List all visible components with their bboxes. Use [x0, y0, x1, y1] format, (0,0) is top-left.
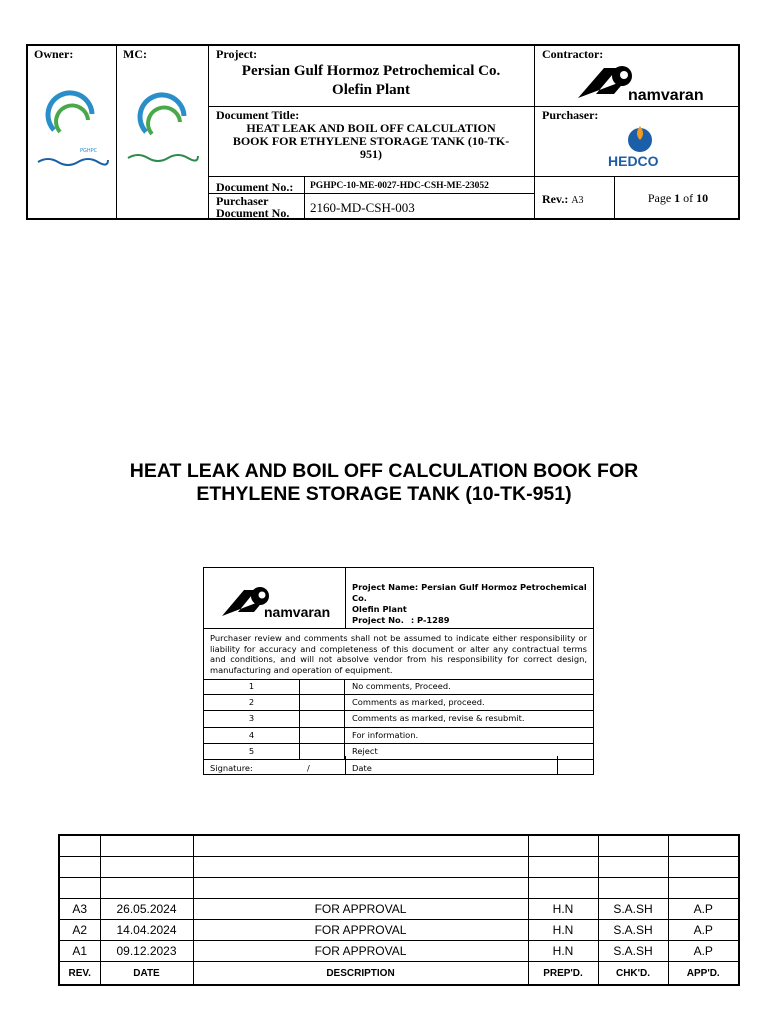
- stamp-project-name-value2: Olefin Plant: [352, 604, 407, 614]
- header-divider: [208, 106, 534, 107]
- revision-header-prepd: PREP'D.: [528, 962, 598, 986]
- svg-text:HEDCO: HEDCO: [608, 153, 659, 169]
- stamp-option-text: Reject: [352, 745, 378, 756]
- revision-cell: [193, 835, 528, 857]
- revision-cell-description: FOR APPROVAL: [193, 899, 528, 920]
- revision-cell: [528, 857, 598, 878]
- owner-logo: [34, 90, 112, 170]
- stamp-options: [204, 679, 593, 760]
- document-title-line3: 951): [360, 147, 382, 161]
- document-title: [210, 122, 532, 161]
- project-name: [210, 62, 532, 100]
- purchaser-doc-label-line2: Document No.: [216, 206, 290, 220]
- project-name-line2: Olefin Plant: [332, 82, 410, 98]
- revision-cell-chkd: S.A.SH: [598, 920, 668, 941]
- svg-text:namvaran: namvaran: [264, 604, 330, 620]
- revision-cell-prepd: H.N: [528, 920, 598, 941]
- project-name-line1: Persian Gulf Hormoz Petrochemical Co.: [241, 63, 501, 79]
- revision-cell: [528, 835, 598, 857]
- date-label: Date: [352, 763, 372, 773]
- page-current: 1: [674, 191, 681, 205]
- revision-cell: [528, 878, 598, 899]
- revision-cell-description: FOR APPROVAL: [193, 941, 528, 962]
- stamp-project-name-label: Project Name:: [352, 582, 419, 592]
- header-divider: [614, 176, 615, 218]
- revision-row-empty: [59, 835, 739, 857]
- revision-cell: [598, 878, 668, 899]
- stamp-option-row: [204, 728, 593, 744]
- revision-cell: [193, 857, 528, 878]
- revision-header-appd: APP'D.: [668, 962, 739, 986]
- stamp-option-checkbox[interactable]: [299, 728, 345, 743]
- document-no-value: PGHPC-10-ME-0027-HDC-CSH-ME-23052: [310, 181, 489, 191]
- revision-cell: [59, 835, 100, 857]
- stamp-option-text: Comments as marked, proceed.: [352, 697, 485, 708]
- purchaser-doc-label: [216, 195, 289, 219]
- revision-cell-appd: A.P: [668, 899, 739, 920]
- signature-slash: /: [307, 763, 310, 773]
- revision-header-date: DATE: [100, 962, 193, 986]
- page-total: 10: [696, 191, 709, 205]
- revision-row: [59, 920, 739, 941]
- svg-text:namvaran: namvaran: [628, 87, 704, 104]
- stamp-option-number: 5: [248, 745, 255, 756]
- revision-row-empty: [59, 878, 739, 899]
- revision-cell: [59, 878, 100, 899]
- revision-cell: [668, 878, 739, 899]
- stamp-option-number: 2: [248, 697, 255, 708]
- stamp-disclaimer: Purchaser review and comments shall not be assumed to indicate either responsibility or liability for accuracy and completeness of this document or alter any contractual terms and conditions, and will not absolve vendor from his responsibility for correct design, manufacturing and operation of equipment.: [210, 633, 587, 675]
- purchaser-logo: [606, 122, 686, 172]
- signature-label: Signature:: [210, 763, 253, 773]
- contractor-logo: [574, 64, 704, 104]
- revision-cell-prepd: H.N: [528, 899, 598, 920]
- stamp-option-text: No comments, Proceed.: [352, 681, 451, 691]
- revision-cell: [100, 878, 193, 899]
- document-title-line1: HEAT LEAK AND BOIL OFF CALCULATION: [246, 121, 496, 135]
- revision-row-empty: [59, 857, 739, 878]
- purchaser-doc-value: 2160-MD-CSH-003: [310, 200, 415, 215]
- stamp-divider: [345, 568, 346, 628]
- revision-cell: [100, 835, 193, 857]
- revision-header-rev: REV.: [59, 962, 100, 986]
- purchaser-label: Purchaser:: [542, 108, 599, 122]
- revision-cell: [100, 857, 193, 878]
- stamp-option-row: [204, 711, 593, 727]
- stamp-divider: [204, 628, 593, 629]
- mc-label: MC:: [123, 47, 147, 61]
- revision-cell-prepd: H.N: [528, 941, 598, 962]
- revision-cell-rev: A3: [59, 899, 100, 920]
- document-header: [26, 44, 740, 220]
- stamp-option-row: [204, 679, 593, 695]
- stamp-project-name-value: Persian Gulf Hormoz Petrochemical Co.: [352, 582, 587, 603]
- header-divider: [534, 106, 740, 107]
- revision-cell: [193, 878, 528, 899]
- review-stamp: [203, 567, 594, 775]
- purchaser-doc-label-line1: Purchaser: [216, 194, 269, 208]
- stamp-option-number: 4: [248, 729, 255, 740]
- revision-cell: [598, 857, 668, 878]
- stamp-project-no-label: Project No.: [352, 615, 404, 625]
- page-prefix: Page: [647, 191, 672, 205]
- stamp-option-checkbox[interactable]: [299, 695, 345, 710]
- stamp-option-number: 3: [248, 713, 255, 724]
- revision-cell-date: 26.05.2024: [100, 899, 193, 920]
- rev-value: A3: [571, 195, 584, 206]
- revision-header-row: [59, 962, 739, 986]
- stamp-option-number: 1: [248, 681, 255, 691]
- header-divider: [208, 176, 740, 177]
- revision-cell: [59, 857, 100, 878]
- revision-cell-rev: A1: [59, 941, 100, 962]
- revision-cell-date: 14.04.2024: [100, 920, 193, 941]
- page-of: of: [683, 191, 694, 205]
- revision-row: [59, 899, 739, 920]
- revision-header-description: DESCRIPTION: [193, 962, 528, 986]
- revision-cell-description: FOR APPROVAL: [193, 920, 528, 941]
- revision-cell: [598, 835, 668, 857]
- revision-cell: [668, 857, 739, 878]
- main-title: [0, 460, 768, 506]
- stamp-option-text: For information.: [352, 729, 419, 740]
- stamp-logo: [220, 586, 330, 620]
- stamp-divider: [345, 756, 346, 774]
- document-title-line2: BOOK FOR ETHYLENE STORAGE TANK (10-TK-: [232, 134, 510, 148]
- page-indicator: [616, 191, 740, 206]
- main-title-line1: HEAT LEAK AND BOIL OFF CALCULATION BOOK FOR: [129, 460, 639, 482]
- revision-header-chkd: CHK'D.: [598, 962, 668, 986]
- header-divider: [116, 46, 117, 218]
- stamp-option-row: [204, 744, 593, 760]
- header-divider: [534, 46, 535, 218]
- revision-cell-date: 09.12.2023: [100, 941, 193, 962]
- revision-cell-rev: A2: [59, 920, 100, 941]
- stamp-option-checkbox[interactable]: [299, 679, 345, 694]
- contractor-label: Contractor:: [542, 47, 604, 61]
- revision-cell-appd: A.P: [668, 941, 739, 962]
- revision-cell-appd: A.P: [668, 920, 739, 941]
- stamp-option-checkbox[interactable]: [299, 744, 345, 759]
- revision-row: [59, 941, 739, 962]
- revision-cell: [668, 835, 739, 857]
- stamp-project-no-value: : P-1289: [410, 615, 450, 625]
- header-divider: [304, 176, 305, 218]
- stamp-project-info: [352, 582, 593, 626]
- revision-table: [58, 834, 740, 986]
- stamp-option-row: [204, 695, 593, 711]
- rev-field: [542, 192, 584, 207]
- svg-text:PGHPC: PGHPC: [80, 148, 98, 154]
- rev-label: Rev.:: [542, 192, 569, 206]
- revision-cell-chkd: S.A.SH: [598, 941, 668, 962]
- revision-cell-chkd: S.A.SH: [598, 899, 668, 920]
- stamp-option-checkbox[interactable]: [299, 711, 345, 726]
- stamp-divider: [557, 756, 558, 774]
- owner-label: Owner:: [34, 47, 74, 61]
- main-title-line2: ETHYLENE STORAGE TANK (10-TK-951): [196, 483, 572, 505]
- mc-logo: [124, 92, 204, 168]
- document-no-label: Document No.:: [216, 180, 294, 194]
- stamp-option-text: Comments as marked, revise & resubmit.: [352, 713, 525, 724]
- document-title-label: Document Title:: [216, 108, 300, 122]
- project-label: Project:: [216, 47, 258, 61]
